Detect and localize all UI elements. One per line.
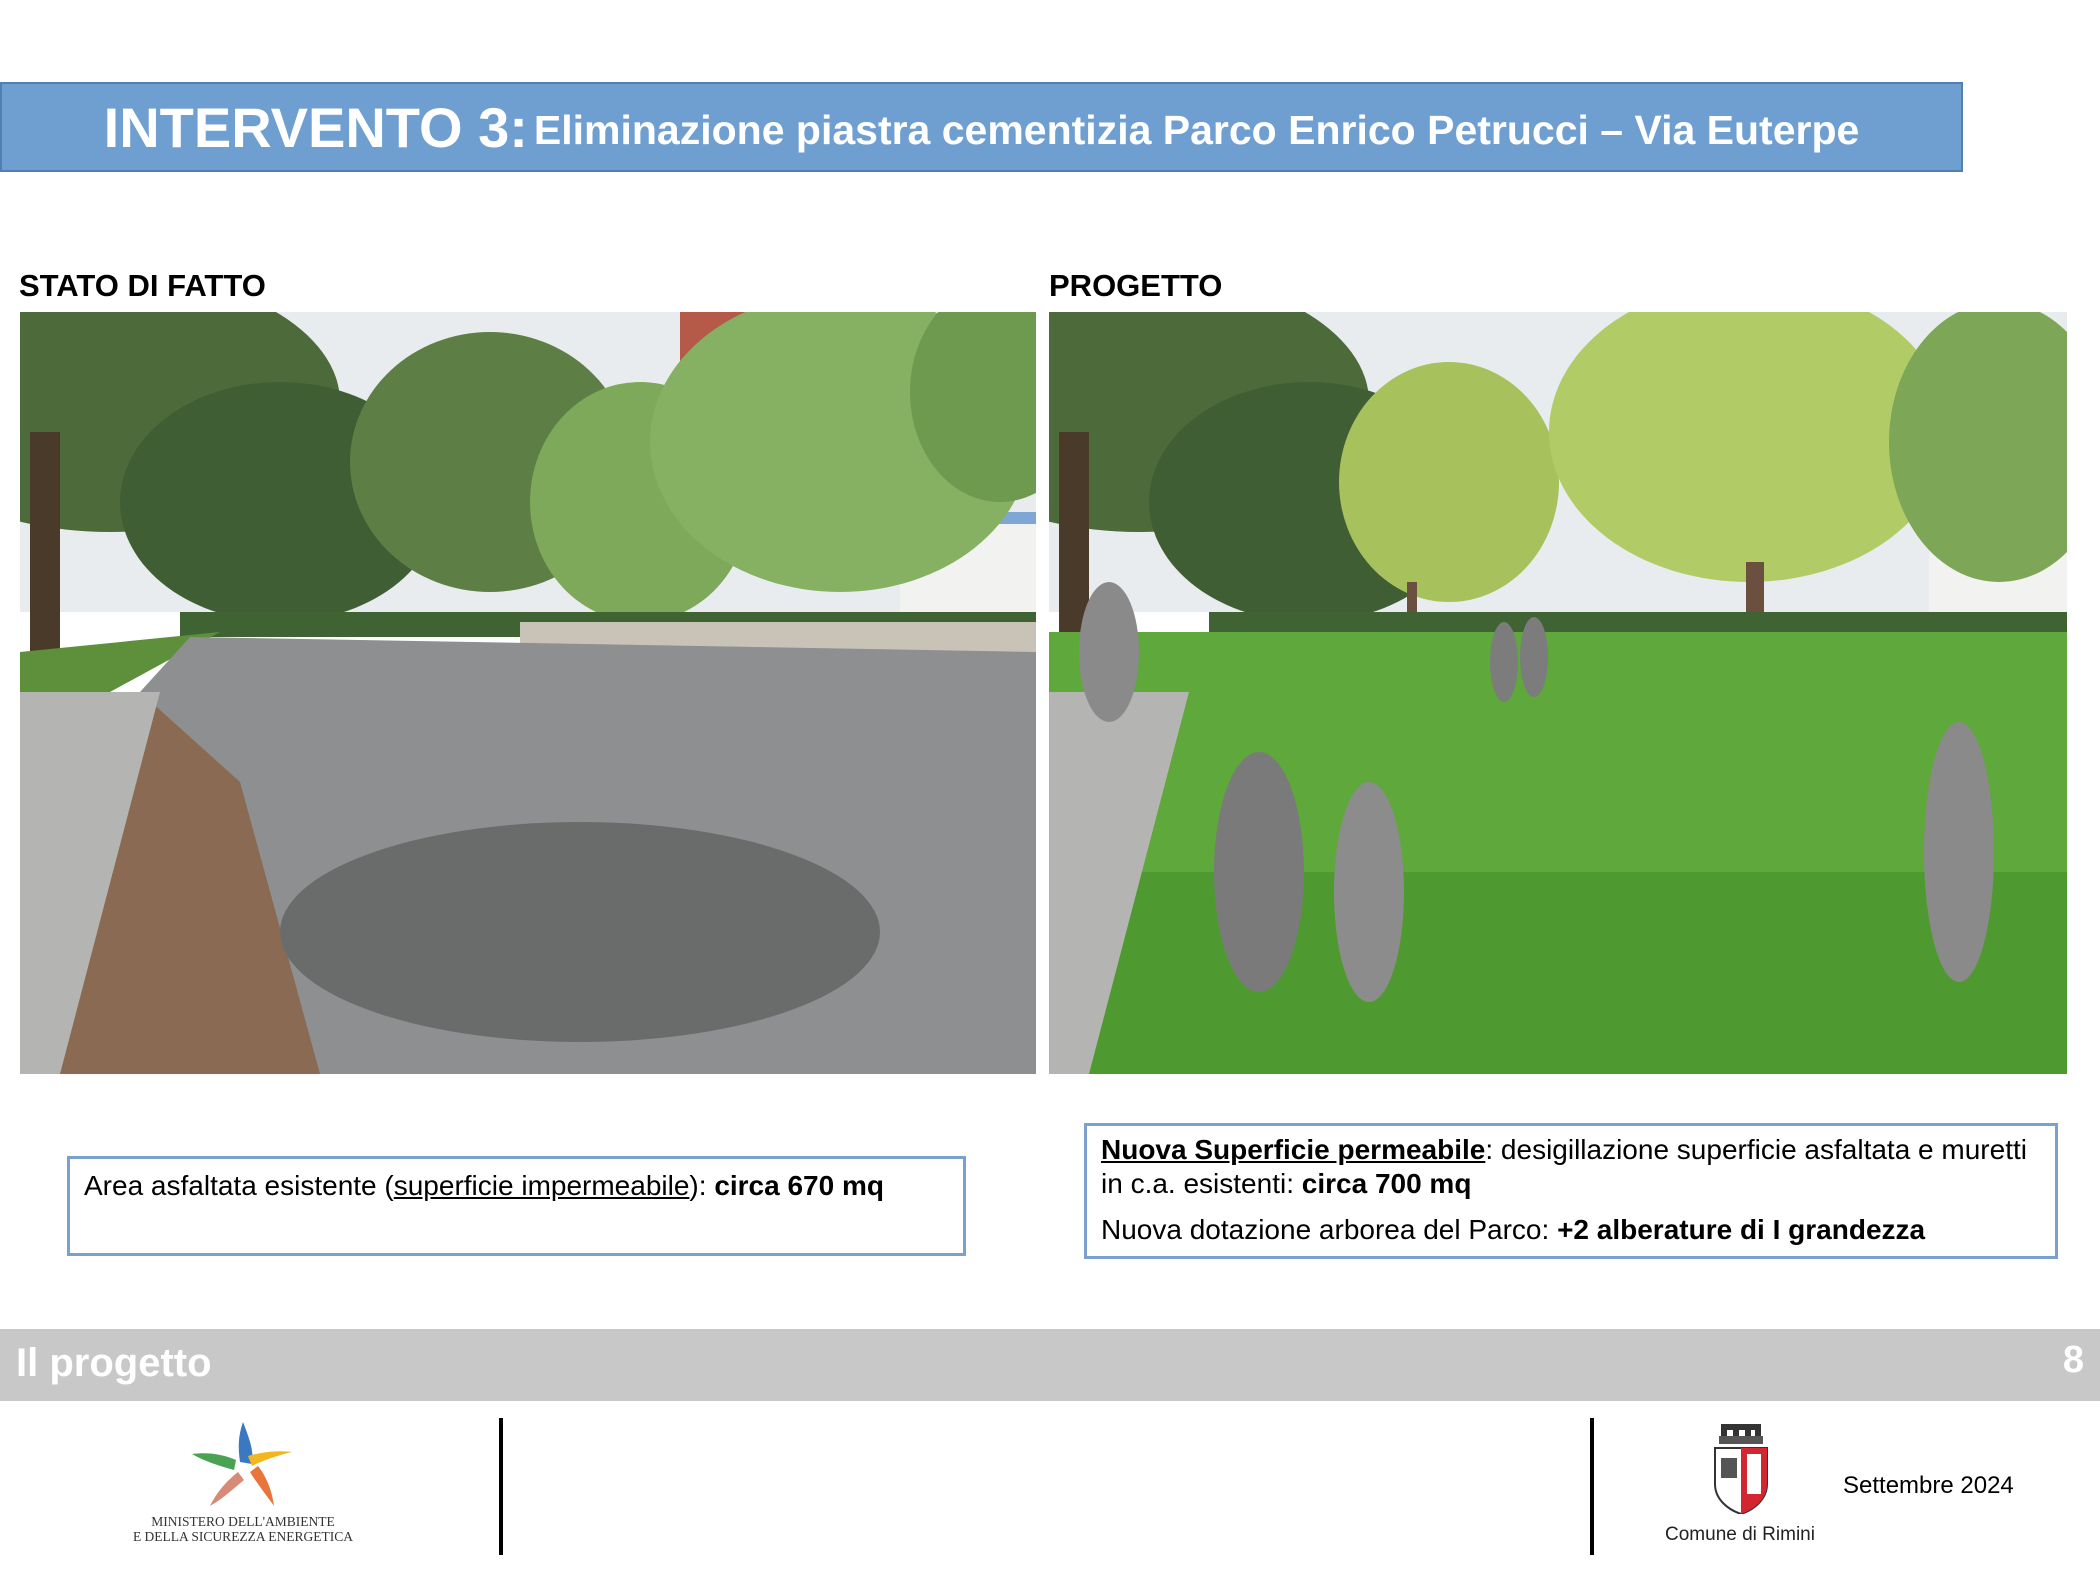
slide-subtitle: Eliminazione piastra cementizia Parco Enrico Petrucci – Via Euterpe <box>533 106 1860 153</box>
stato-di-fatto-label: STATO DI FATTO <box>19 268 266 303</box>
page-number: 8 <box>2062 1339 2084 1381</box>
ministry-name-line1: MINISTERO DELL'AMBIENTE <box>151 1514 335 1529</box>
existing-area-prefix: Area asfaltata esistente ( <box>84 1170 394 1201</box>
existing-area-value: circa 670 mq <box>714 1170 884 1201</box>
ministry-name <box>118 1514 368 1544</box>
existing-area-info-box <box>67 1156 966 1256</box>
permeable-surface-text: : desigillazione superficie asfaltata e muretti in c.a. esistenti: <box>1101 1134 2027 1199</box>
rimini-crest-icon <box>1713 1424 1769 1514</box>
slide-title: INTERVENTO 3: <box>103 95 528 159</box>
tree-allocation-line <box>1101 1213 2041 1247</box>
ministry-name-line2: E DELLA SICUREZZA ENERGETICA <box>132 1529 354 1544</box>
project-info-box <box>1084 1123 2058 1259</box>
existing-area-suffix: ): <box>689 1170 715 1201</box>
footer-divider-right <box>1590 1418 1594 1555</box>
existing-state-photo <box>20 312 1036 1074</box>
progetto-label: PROGETTO <box>1049 268 1223 303</box>
footer-bar <box>0 1329 2100 1401</box>
tree-allocation-text: Nuova dotazione arborea del Parco: <box>1101 1214 1558 1245</box>
slide-title-bar <box>0 82 1963 172</box>
project-render-photo <box>1049 312 2067 1074</box>
impermeable-surface-term: superficie impermeabile <box>393 1170 690 1201</box>
ministry-logo <box>118 1418 368 1548</box>
tree-allocation-value: +2 alberature di I grandezza <box>1557 1214 1926 1245</box>
footer-section-title: Il progetto <box>16 1341 212 1385</box>
permeable-surface-line <box>1101 1133 2041 1201</box>
ministry-star-icon <box>188 1418 298 1510</box>
rimini-logo <box>1660 1424 1820 1549</box>
municipality-name: Comune di Rimini <box>1665 1524 1815 1545</box>
document-date: Settembre 2024 <box>1843 1472 2014 1499</box>
permeable-surface-heading: Nuova Superficie permeabile <box>1101 1134 1486 1165</box>
permeable-surface-value: circa 700 mq <box>1301 1168 1472 1199</box>
footer-divider-left <box>499 1418 503 1555</box>
